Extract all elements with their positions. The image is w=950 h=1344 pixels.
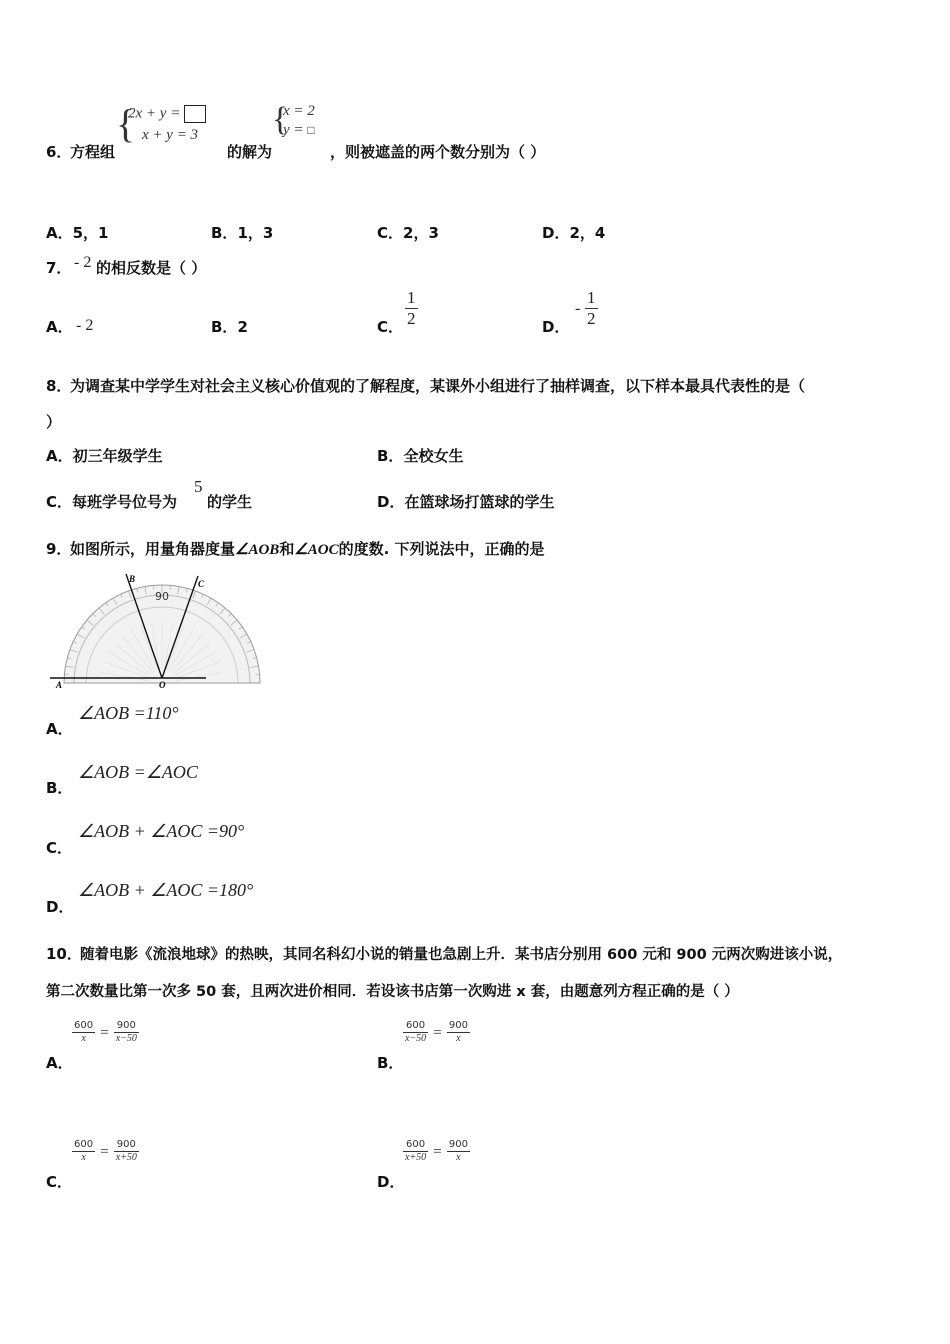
q8-option-c-text-after: 的学生 — [207, 493, 253, 511]
protractor-figure — [46, 570, 266, 692]
q10-option-a-left-fraction — [72, 1020, 95, 1045]
q6-option-c — [377, 222, 439, 243]
q7-option-c-den: 2 — [407, 309, 416, 328]
q10-c-rn: 900 — [114, 1139, 139, 1152]
q9-option-c-expr: ∠AOB + ∠AOC =90° — [78, 821, 245, 841]
q7-value: - 2 — [74, 254, 92, 271]
q9-text-b: 和 — [279, 540, 295, 558]
q10-c-ld: x — [81, 1152, 86, 1163]
q8-option-b — [377, 445, 463, 466]
q7-option-a-label: A． — [46, 318, 73, 336]
q10-b-ld: x−50 — [405, 1033, 427, 1044]
q9-angle2: ∠AOC — [294, 542, 339, 558]
q9-angle1: ∠AOB — [235, 542, 280, 558]
q6-sol2-lhs: y = — [283, 122, 304, 138]
q8-option-c — [46, 491, 177, 512]
label-b: B — [129, 574, 136, 584]
q10-c-eq: = — [100, 1144, 109, 1160]
q9-text-a: 如图所示，用量角器度量 — [70, 540, 236, 558]
q10-c-ln: 600 — [74, 1139, 94, 1150]
q10-d-ln: 600 — [403, 1139, 428, 1152]
q7-option-b-label: B． — [211, 318, 238, 336]
q6-option-b — [211, 222, 273, 243]
q7-option-d-den: 2 — [587, 309, 596, 328]
q9-option-d-label: D． — [46, 898, 74, 916]
q6-option-c-label: C． — [377, 224, 404, 242]
q10-d-ld: x+50 — [405, 1152, 427, 1163]
q6-option-b-text: 1，3 — [237, 224, 274, 242]
q6-eq1-lhs: 2x + y = — [128, 105, 181, 122]
label-o: O — [159, 680, 166, 690]
q10-option-d-label: D． — [377, 1173, 405, 1191]
q10-a-ld: x — [81, 1033, 86, 1044]
q10-d-rn: 900 — [448, 1139, 468, 1150]
label-a: A — [56, 680, 63, 690]
q8-option-c-text-before: 每班学号位号为 — [72, 493, 178, 511]
q10-a-rn: 900 — [114, 1020, 139, 1033]
q6-option-a-text: 5，1 — [72, 224, 109, 242]
q6-number: 6． — [46, 143, 72, 161]
q6-option-d — [542, 222, 605, 243]
q10-a-ln: 600 — [74, 1020, 94, 1031]
q10-text-line2: 第二次数量比第一次多 50 套，且两次进价相同．若设该书店第一次购进 x 套，由题意列方程正确的是（ ） — [46, 984, 739, 1000]
q8-number: 8． — [46, 377, 72, 395]
q10-b-rd: x — [456, 1033, 461, 1044]
q6-covered-mark: □ — [307, 123, 315, 137]
q6-sol1: x = 2 — [283, 103, 315, 119]
q8-option-b-label: B． — [377, 447, 404, 465]
q6-option-d-label: D． — [542, 224, 570, 242]
q10-c-rd: x+50 — [115, 1152, 137, 1163]
q6-option-b-label: B． — [211, 224, 238, 242]
q7-option-b — [211, 316, 248, 337]
q10-option-d-left-fraction — [403, 1139, 428, 1164]
q6-option-a — [46, 222, 108, 243]
q6-eq1 — [128, 105, 206, 123]
q9-text-c: 的度数. 下列说法中，正确的是 — [338, 540, 545, 558]
label-c: C — [198, 579, 205, 589]
q6-sol2 — [283, 122, 315, 139]
q6-system-brace: { — [116, 101, 136, 146]
q6-prefix: 方程组 — [70, 143, 116, 161]
q10-option-b-label: B． — [377, 1054, 404, 1072]
q7-suffix: 的相反数是（ ） — [96, 259, 207, 277]
q10-option-c-equation — [72, 1139, 139, 1164]
q7-option-a-text: - 2 — [76, 317, 94, 334]
q10-option-c-label: C． — [46, 1173, 73, 1191]
q7-option-d-sign: - — [575, 300, 581, 317]
q8-option-b-text: 全校女生 — [403, 447, 464, 465]
q6-solution-brace: { — [272, 101, 289, 138]
q10-b-rn: 900 — [448, 1020, 468, 1031]
q8-option-d-label: D． — [377, 493, 405, 511]
q9-text — [70, 538, 545, 559]
q7-option-c-num: 1 — [407, 288, 416, 307]
protractor — [64, 585, 260, 683]
q7-number: 7． — [46, 259, 72, 277]
q10-a-eq: = — [100, 1025, 109, 1041]
q9-option-d-expr: ∠AOB + ∠AOC =180° — [78, 880, 254, 900]
q8-option-d-text: 在篮球场打篮球的学生 — [404, 493, 555, 511]
q10-option-c-left-fraction — [72, 1139, 95, 1164]
q6-option-c-text: 2，3 — [403, 224, 439, 242]
q6-covered-box — [184, 105, 206, 123]
q10-d-rd: x — [456, 1152, 461, 1163]
q6-option-a-label: A． — [46, 224, 73, 242]
protractor-center-label: 90 — [155, 590, 169, 603]
q10-option-d-equation — [403, 1139, 470, 1164]
q10-option-a-equation — [72, 1020, 139, 1045]
q9-option-a-label: A． — [46, 720, 73, 738]
q7-option-d-label: D． — [542, 318, 570, 336]
q10-b-eq: = — [433, 1025, 442, 1041]
q10-d-eq: = — [433, 1144, 442, 1160]
q10-text-line1: 随着电影《流浪地球》的热映，其同名科幻小说的销量也急剧上升．某书店分别用 600 元和 900 元两次购进该小说， — [80, 947, 843, 963]
q7-option-c-fraction — [405, 288, 418, 329]
q9-option-b-label: B． — [46, 779, 73, 797]
q7-option-d-num: 1 — [587, 288, 596, 307]
q10-a-rd: x−50 — [115, 1033, 137, 1044]
q10-b-ln: 600 — [403, 1020, 428, 1033]
q10-option-b-equation — [403, 1020, 470, 1045]
q6-eq2: x + y = 3 — [142, 127, 199, 143]
q8-option-a-text: 初三年级学生 — [72, 447, 163, 465]
q10-option-c-right-fraction — [114, 1139, 139, 1164]
q8-text-line1: 为调查某中学学生对社会主义核心价值观的了解程度，某课外小组进行了抽样调查，以下样本最具代表性的是（ — [70, 377, 806, 395]
q8-option-a-label: A． — [46, 447, 73, 465]
q9-option-c-label: C． — [46, 839, 73, 857]
q10-number: 10． — [46, 945, 82, 963]
q10-option-b-right-fraction — [447, 1020, 470, 1045]
q6-option-d-text: 2，4 — [569, 224, 606, 242]
q10-option-a-right-fraction — [114, 1020, 139, 1045]
q10-option-d-right-fraction — [447, 1139, 470, 1164]
q9-option-b-expr: ∠AOB =∠AOC — [78, 762, 198, 782]
q7-option-b-text: 2 — [237, 318, 248, 336]
q6-middle: 的解为 — [227, 143, 273, 161]
q10-option-a-label: A． — [46, 1054, 73, 1072]
q9-option-a-expr: ∠AOB =110° — [78, 703, 179, 723]
q8-option-d — [377, 491, 554, 512]
q8-option-c-sup: 5 — [194, 477, 203, 496]
q8-text-line2: ） — [46, 413, 62, 431]
q10-option-b-left-fraction — [403, 1020, 428, 1045]
q7-option-c-label: C． — [377, 318, 404, 336]
q8-option-c-label: C． — [46, 493, 73, 511]
q8-option-a — [46, 445, 163, 466]
q6-suffix: ，则被遮盖的两个数分别为（ ） — [330, 143, 546, 161]
q9-number: 9． — [46, 540, 72, 558]
q7-option-d-fraction — [585, 288, 598, 329]
